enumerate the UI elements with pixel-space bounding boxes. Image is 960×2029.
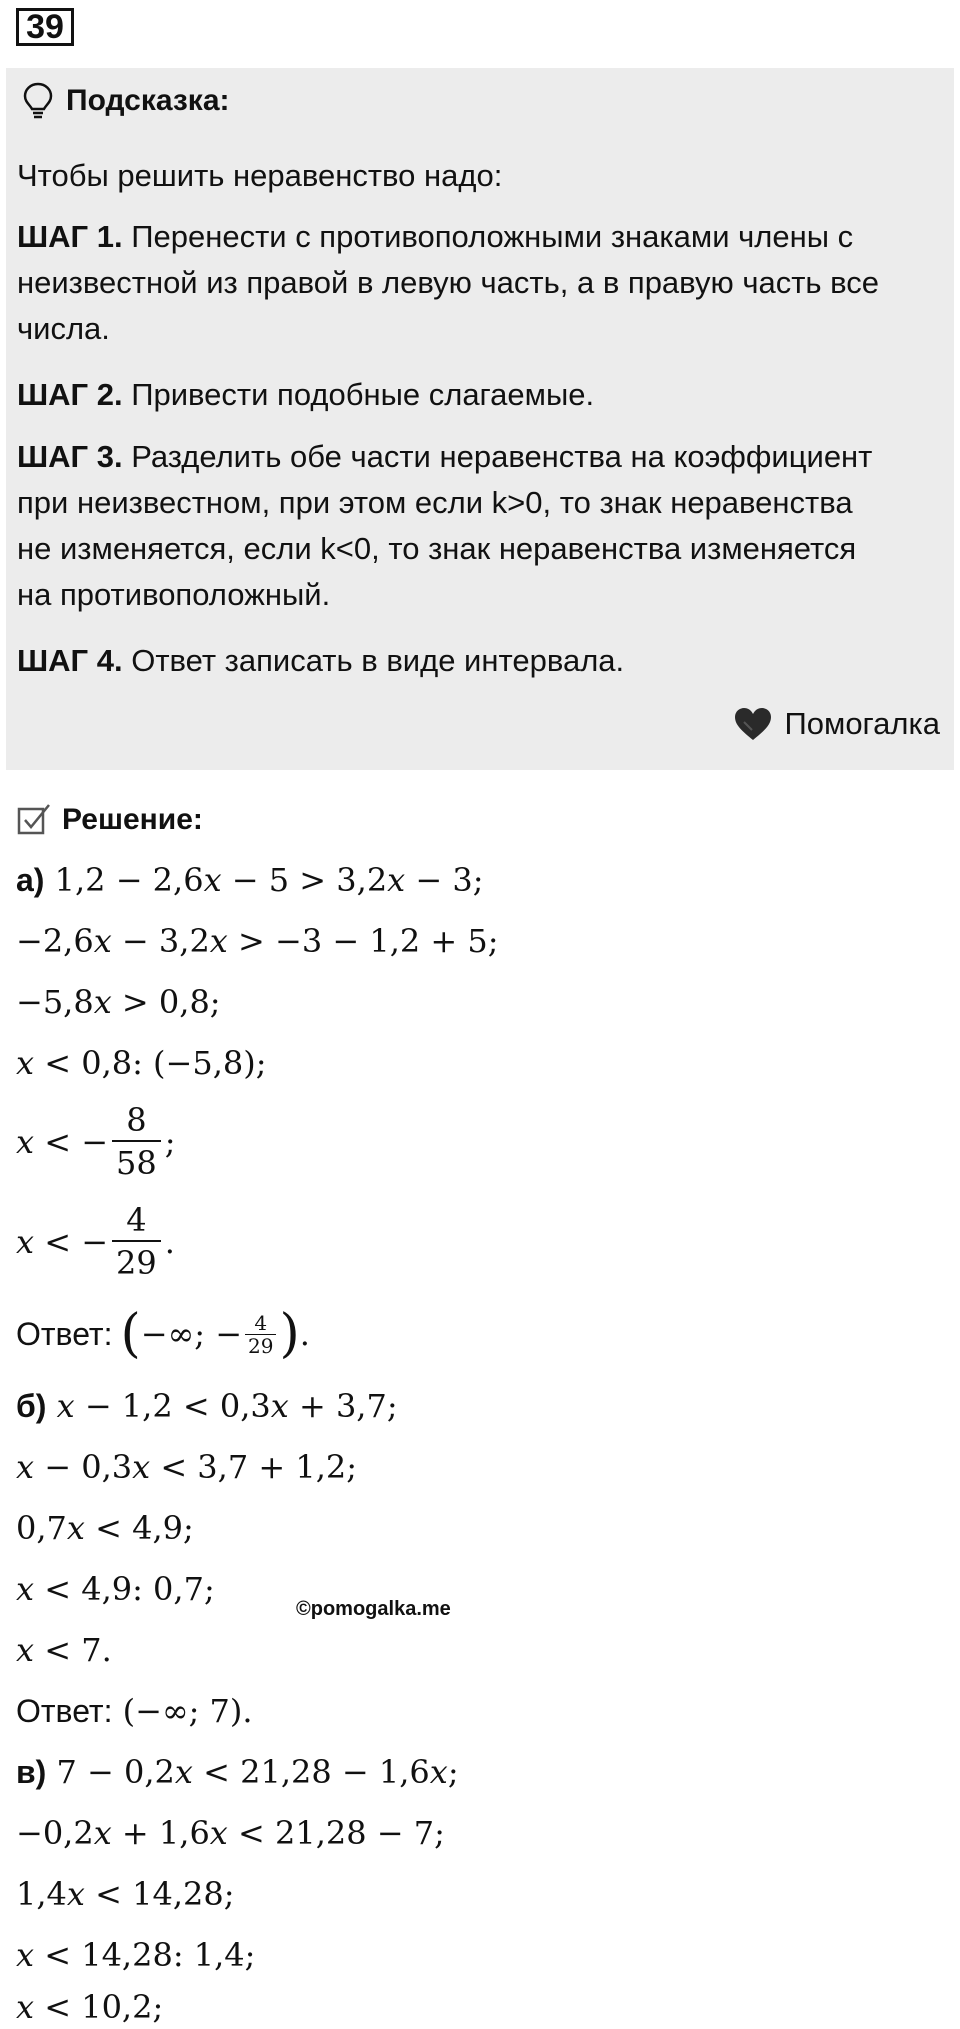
denominator: 29 <box>112 1240 161 1284</box>
step-label: ШАГ 2. <box>17 377 123 412</box>
hint-step-2 <box>17 372 940 418</box>
answer-value: (−∞; 7). <box>122 1692 253 1730</box>
paren-close: ) <box>279 1304 300 1364</box>
step-text: при неизвестном, при этом если k>0, то знак неравенства <box>17 485 853 520</box>
part-a-answer <box>16 1304 310 1364</box>
denominator: 58 <box>112 1140 161 1184</box>
punctuation: . <box>299 1315 310 1353</box>
part-c-line-2: −0,2𝑥 + 1,6𝑥 < 21,28 − 7; <box>16 1814 445 1852</box>
fraction <box>112 1200 161 1284</box>
checkbox-check-icon <box>16 802 52 838</box>
step-label: ШАГ 4. <box>17 643 123 678</box>
paren-open: ( <box>120 1304 141 1364</box>
numerator: 8 <box>126 1101 147 1139</box>
punctuation: . <box>164 1223 175 1261</box>
equation: 7 − 0,2𝑥 < 21,28 − 1,6𝑥; <box>56 1753 459 1791</box>
step-text: Ответ записать в виде интервала. <box>131 643 625 678</box>
part-b-line-4: 𝑥 < 4,9: 0,7; <box>16 1570 215 1608</box>
hint-title <box>22 79 230 123</box>
answer-label: Ответ: <box>16 1693 113 1729</box>
step-text: на противоположный. <box>17 577 331 612</box>
step-text: числа. <box>17 311 110 346</box>
part-label: в) <box>16 1754 47 1790</box>
equation: 𝑥 < − <box>16 1123 109 1161</box>
part-a-line-1 <box>16 858 484 902</box>
hint-step-3 <box>17 434 940 618</box>
answer-label: Ответ: <box>16 1315 113 1352</box>
hint-box <box>6 68 954 770</box>
part-b-line-1 <box>16 1384 398 1428</box>
step-text: Привести подобные слагаемые. <box>131 377 595 412</box>
equation: 𝑥 < − <box>16 1223 109 1261</box>
brand <box>732 702 940 746</box>
part-b-answer <box>16 1689 253 1733</box>
hint-title-text: Подсказка: <box>66 84 230 117</box>
part-label: б) <box>16 1388 47 1424</box>
step-text: Разделить обе части неравенства на коэффициент <box>131 439 873 474</box>
fraction <box>112 1100 161 1184</box>
punctuation: ; <box>164 1123 176 1161</box>
part-a-line-2: −2,6𝑥 − 3,2𝑥 > −3 − 1,2 + 5; <box>16 922 499 960</box>
answer-value: −∞; − <box>140 1315 242 1353</box>
solution-title-text: Решение: <box>62 803 203 836</box>
part-a-fraction-1 <box>16 1100 176 1184</box>
lightbulb-icon <box>22 81 54 121</box>
part-a-fraction-2 <box>16 1200 175 1284</box>
step-label: ШАГ 3. <box>17 439 123 474</box>
hint-step-1 <box>17 214 940 352</box>
part-c-line-4: 𝑥 < 14,28: 1,4; <box>16 1936 256 1974</box>
part-c-line-1 <box>16 1750 459 1794</box>
part-b-line-3: 0,7𝑥 < 4,9; <box>16 1509 194 1547</box>
part-a-line-4: 𝑥 < 0,8: (−5,8); <box>16 1044 267 1082</box>
part-b-line-5: 𝑥 < 7. <box>16 1631 112 1669</box>
hint-step-4 <box>17 638 940 684</box>
step-label: ШАГ 1. <box>17 219 123 254</box>
step-text: Перенести с противоположными знаками члены с <box>122 219 854 254</box>
task-number: 39 <box>16 8 74 46</box>
step-text: не изменяется, если k<0, то знак неравенства изменяется <box>17 531 857 566</box>
solution-title <box>16 798 203 842</box>
denominator: 29 <box>245 1334 276 1357</box>
watermark: ©pomogalka.me <box>296 1598 451 1620</box>
part-c-line-5: 𝑥 < 10,2; <box>16 1988 164 2026</box>
numerator: 4 <box>126 1201 147 1239</box>
part-label: а) <box>16 862 45 898</box>
equation: 1,2 − 2,6𝑥 − 5 > 3,2𝑥 − 3; <box>54 861 484 899</box>
heart-icon <box>732 705 774 743</box>
step-text: неизвестной из правой в левую часть, а в правую часть все <box>17 265 880 300</box>
numerator: 4 <box>254 1310 268 1335</box>
answer-fraction <box>245 1312 276 1357</box>
brand-name: Помогалка <box>784 706 940 741</box>
hint-intro: Чтобы решить неравенство надо: <box>17 158 503 193</box>
part-a-line-3: −5,8𝑥 > 0,8; <box>16 983 221 1021</box>
equation: 𝑥 − 1,2 < 0,3𝑥 + 3,7; <box>56 1387 398 1425</box>
part-c-line-3: 1,4𝑥 < 14,28; <box>16 1875 235 1913</box>
part-b-line-2: 𝑥 − 0,3𝑥 < 3,7 + 1,2; <box>16 1448 358 1486</box>
